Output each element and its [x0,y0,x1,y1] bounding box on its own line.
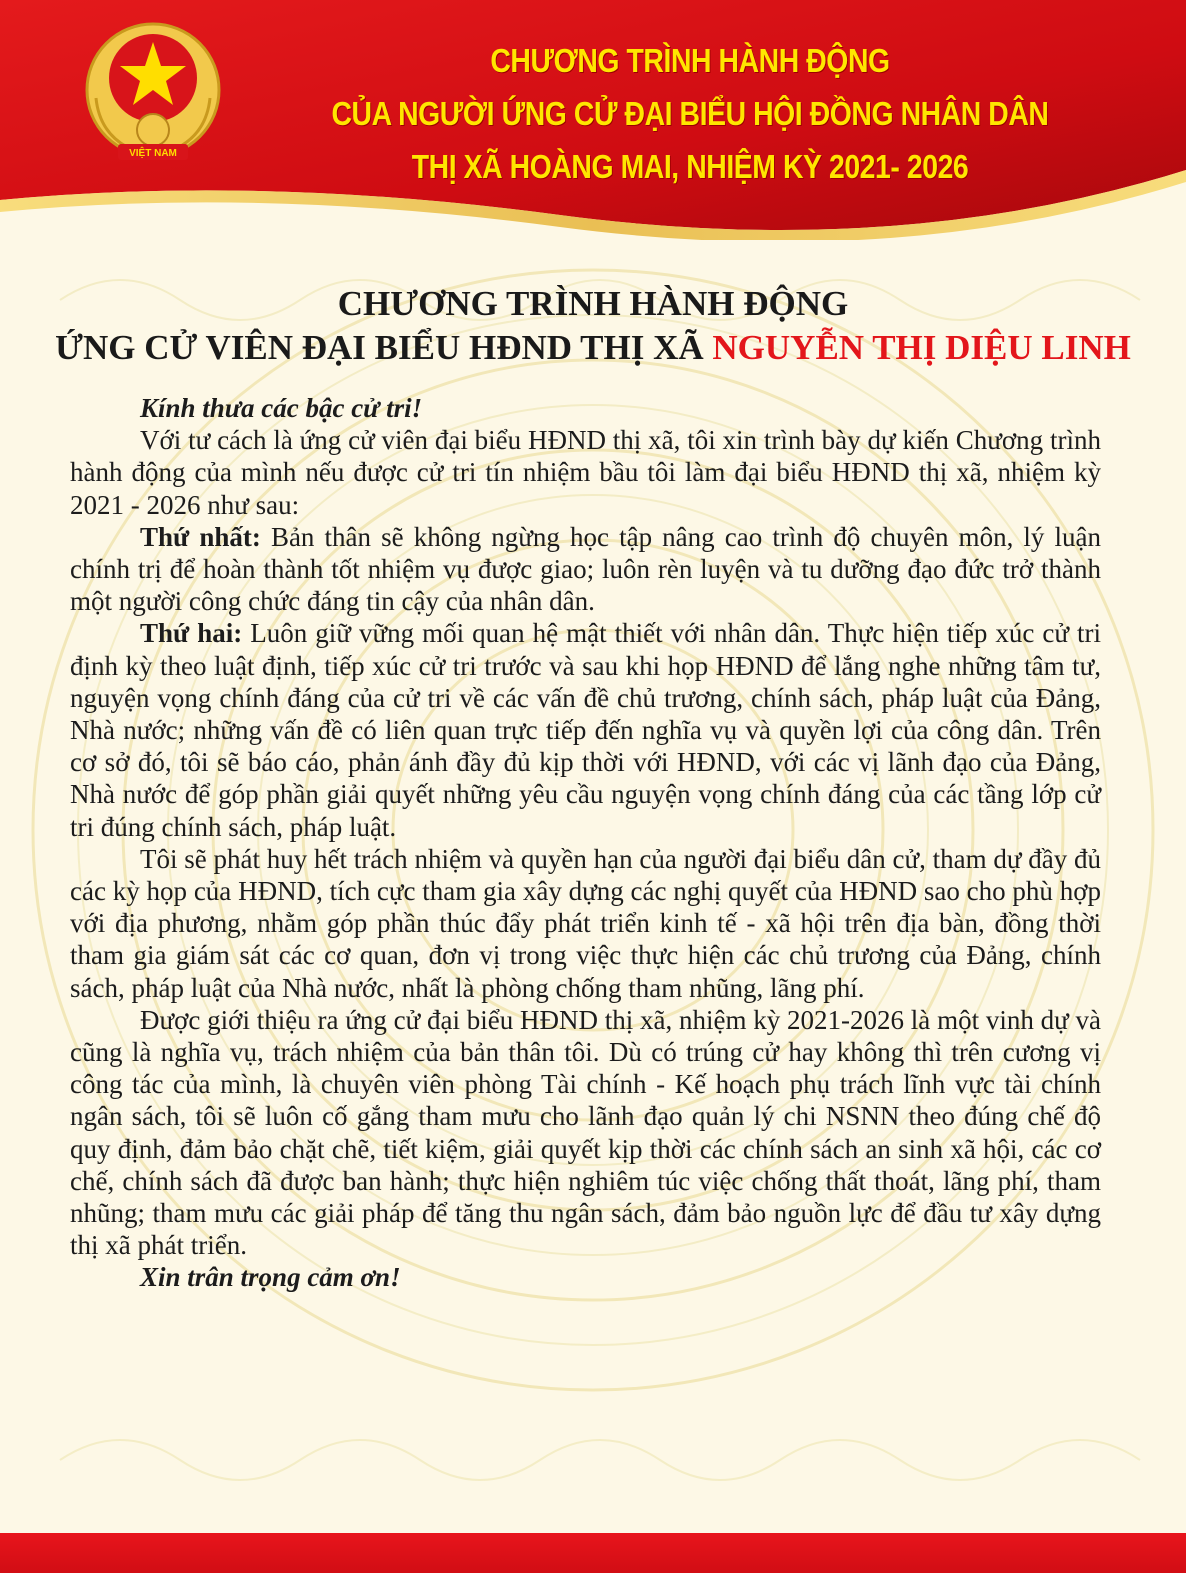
first-point-label: Thứ nhất: [140,521,261,552]
closing: Xin trân trọng cảm ơn! [140,1262,401,1293]
candidate-name: NGUYỄN THỊ DIỆU LINH [712,328,1131,367]
banner-title-line: CHƯƠNG TRÌNH HÀNH ĐỘNG [490,42,890,79]
second-point-text: Luôn giữ vững mối quan hệ mật thiết với nhân dân. Thực hiện tiếp xúc cử tri định kỳ theo luật định, tiếp xúc cử tri trước và sau khi họp HĐND để lắng nghe những tâm tư, nguyện vọng chính đáng của cử tri về các vấn đề chủ trương, chính sách, pháp luật của Đảng, Nhà nước; những vấn đề có liên quan trực tiếp đến nghĩa vụ và quyền lợi của công dân. Trên cơ sở đó, tôi sẽ báo cáo, phản ánh đầy đủ kịp thời với HĐND, với các vị lãnh đạo của Đảng, Nhà nước để góp phần giải quyết những yêu cầu nguyện vọng chính đáng của các tầng lớp cử tri đúng chính sách, pháp luật. [70,618,1101,842]
heading-line-2 [40,326,1146,370]
first-point-text: Bản thân sẽ không ngừng học tập nâng cao trình độ chuyên môn, lý luận chính trị để hoàn thành tốt nhiệm vụ được giao; luôn rèn luyện và tu dưỡng đạo đức trở thành một người công chức đáng tin cậy của nhân dân. [70,521,1101,617]
heading-line-1: CHƯƠNG TRÌNH HÀNH ĐỘNG [337,284,849,323]
document-body [70,392,1101,1294]
fourth-paragraph: Được giới thiệu ra ứng cử đại biểu HĐND thị xã, nhiệm kỳ 2021-2026 là một vinh dự và cũng là nghĩa vụ, trách nhiệm của bản thân tôi. Dù có trúng cử hay không thì trên cương vị công tác của mình, là chuyên viên phòng Tài chính - Kế hoạch phụ trách lĩnh vực tài chính ngân sách, tôi sẽ luôn cố gắng tham mưu cho lãnh đạo quản lý chi NSNN theo đúng chế độ quy định, đảm bảo chặt chẽ, tiết kiệm, giải quyết kịp thời các chính sách an sinh xã hội, các cơ chế, chính sách đã được ban hành; thực hiện nghiêm túc việc chống thất thoát, lãng phí, tham nhũng; tham mưu các giải pháp để tăng thu ngân sách, đảm bảo nguồn lực để đầu tư xây dựng thị xã phát triển. [70,1004,1101,1261]
banner-title-line: CỦA NGƯỜI ỨNG CỬ ĐẠI BIỂU HỘI ĐỒNG NHÂN DÂN [331,95,1049,132]
greeting: Kính thưa các bậc cử tri! [140,393,423,423]
second-point-paragraph [70,617,1101,842]
second-point-label: Thứ hai: [140,618,243,649]
intro-paragraph: Với tư cách là ứng cử viên đại biểu HĐND thị xã, tôi xin trình bày dự kiến Chương trình hành động của mình nếu được cử tri tín nhiệm bầu tôi làm đại biểu HĐND thị xã, nhiệm kỳ 2021 - 2026 như sau: [70,425,1101,520]
banner-title [320,34,1060,193]
document-heading [40,282,1146,370]
third-paragraph: Tôi sẽ phát huy hết trách nhiệm và quyền hạn của người đại biểu dân cử, tham dự đầy đủ các kỳ họp của HĐND, tích cực tham gia xây dựng các nghị quyết của HĐND sao cho phù hợp với địa phương, nhằm góp phần thúc đẩy phát triển kinh tế - xã hội trên địa bàn, đồng thời tham gia giám sát các cơ quan, đơn vị trong việc thực hiện các chủ trương của Đảng, chính sách, pháp luật của Nhà nước, nhất là phòng chống tham nhũng, lãng phí. [70,843,1101,1003]
first-point-paragraph [70,521,1101,618]
national-emblem-icon [78,18,228,168]
banner-title-line: THỊ XÃ HOÀNG MAI, NHIỆM KỲ 2021- 2026 [411,148,969,185]
heading-prefix: ỨNG CỬ VIÊN ĐẠI BIỂU HĐND THỊ XÃ [55,328,713,367]
emblem-label: VIỆT NAM [129,148,177,159]
footer-bar [0,1533,1186,1573]
